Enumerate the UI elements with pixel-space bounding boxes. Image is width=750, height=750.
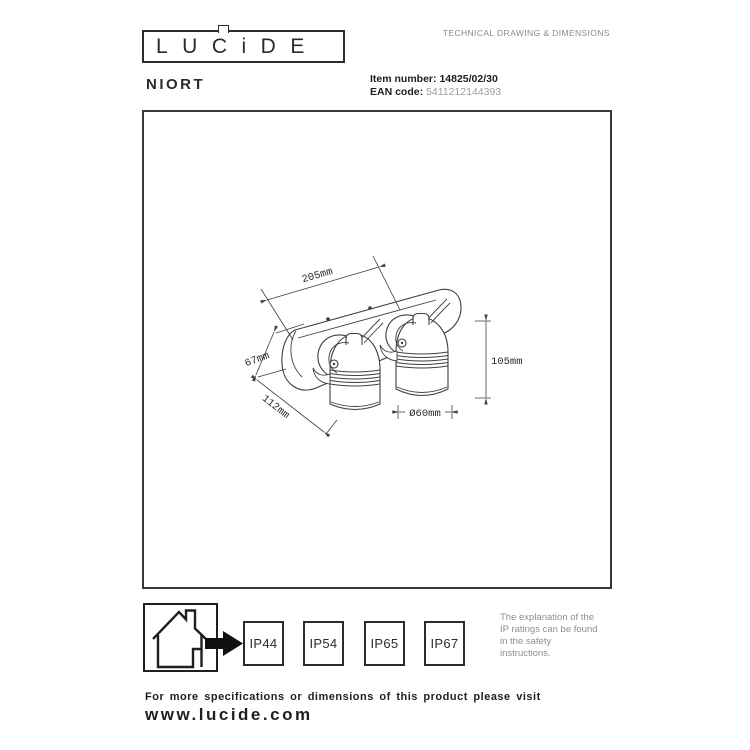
base-screw-hole: [368, 306, 372, 310]
product-name: NIORT: [146, 76, 206, 93]
ip-note-line: The explanation of the: [500, 612, 595, 623]
ip-rating-ip54: IP54: [303, 621, 344, 666]
logo-lamp-hook-icon: [218, 25, 229, 33]
extension-line: [475, 321, 491, 398]
arrow-right-icon: [204, 630, 246, 657]
spotlight-fixture: [282, 289, 461, 409]
product-identifiers: [370, 73, 501, 99]
ip-ratings-note: [500, 612, 598, 660]
document-title: TECHNICAL DRAWING & DIMENSIONS: [442, 28, 610, 38]
ip-note-line: in the safety: [500, 636, 552, 647]
dim-label-height: 105mm: [491, 356, 523, 368]
ean-value: 5411212144393: [426, 86, 502, 98]
extension-line: [258, 369, 286, 377]
item-number-value: 14825/02/30: [439, 73, 498, 85]
dim-label-diameter: Ø60mm: [409, 408, 441, 420]
footer-text: For more specifications or dimensions of this product please visit: [145, 691, 541, 703]
ip-note-line: instructions.: [500, 648, 551, 659]
item-number-row: [370, 73, 501, 86]
ean-row: [370, 86, 501, 99]
dim-label-length: 205mm: [300, 265, 335, 287]
extension-line: [326, 420, 337, 434]
technical-drawing: [144, 112, 610, 587]
ip-rating-ip44: IP44: [243, 621, 284, 666]
dim-label-depth: 112mm: [259, 392, 292, 422]
lucide-logo: [142, 30, 345, 63]
ip-rating-ip65: IP65: [364, 621, 405, 666]
ean-label: EAN code:: [370, 86, 424, 98]
footer-website: www.lucide.com: [145, 705, 313, 724]
item-number-label: Item number:: [370, 73, 437, 85]
base-screw-hole: [326, 317, 330, 321]
lucide-logo-text: LUCiDE: [156, 35, 319, 58]
ip-note-line: IP ratings can be found: [500, 624, 598, 635]
technical-drawing-frame: [142, 110, 612, 589]
extension-line: [373, 256, 400, 310]
ip-rating-ip67: IP67: [424, 621, 465, 666]
dim-label-side: 67mm: [243, 350, 272, 371]
